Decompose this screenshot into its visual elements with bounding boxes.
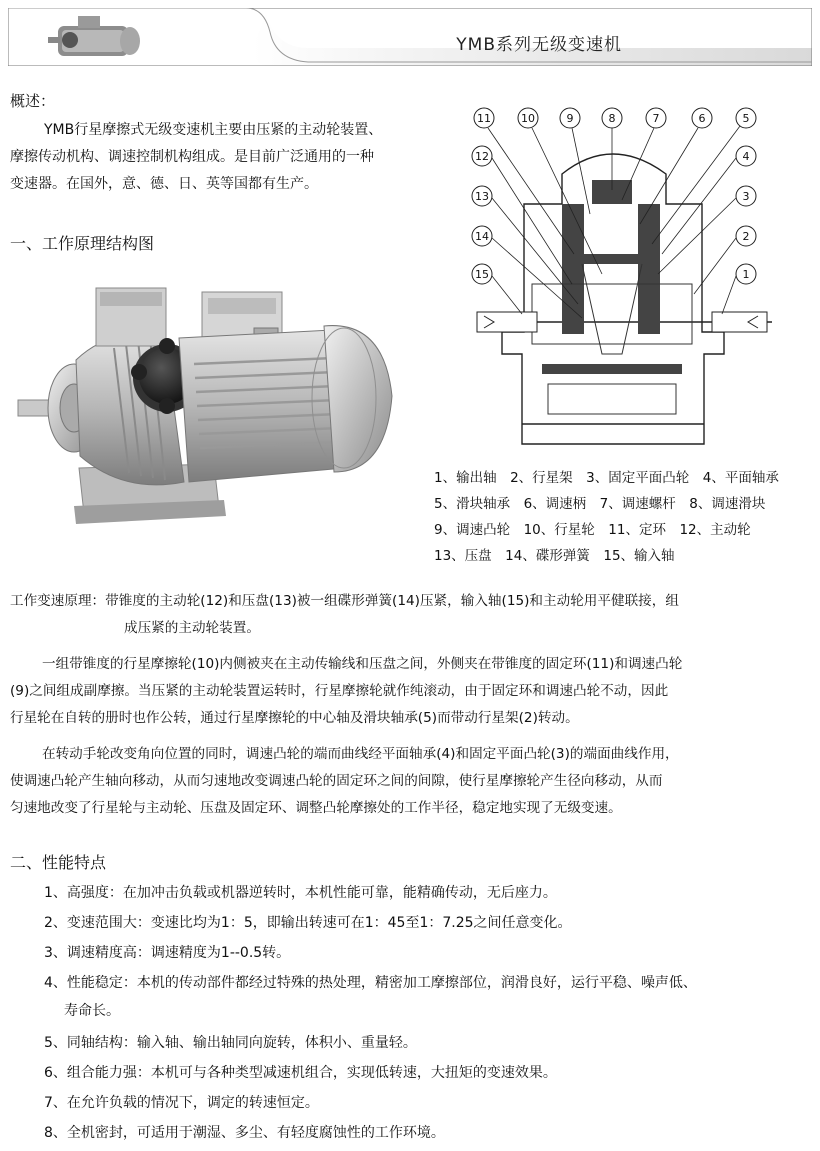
principle-line-2: 成压紧的主动轮装置。 xyxy=(124,620,260,636)
principle-para3-line-3: 匀速地改变了行星轮与主动轮、压盘及固定环、调整凸轮摩擦处的工作半径，稳定地实现了无级变速。 xyxy=(10,800,622,816)
legend-line-3: 9、调速凸轮 10、行星轮 11、定环 12、主动轮 xyxy=(434,522,751,538)
section2-heading: 二、性能特点 xyxy=(10,853,107,872)
legend-line-4: 13、压盘 14、碟形弹簧 15、输入轴 xyxy=(434,548,675,564)
principle-para3-line-2: 使调速凸轮产生轴向移动，从而匀速地改变调速凸轮的固定环之间的间隙，使行星摩擦轮产生径向移动，从而 xyxy=(10,773,663,789)
callout-10: 10 xyxy=(521,112,535,125)
callout-15: 15 xyxy=(475,268,489,281)
principle-para2-line-2: (9)之间组成副摩擦。当压紧的主动轮装置运转时，行星摩擦轮就作纯滚动，由于固定环和调速凸轮不动，因此 xyxy=(10,683,669,699)
callout-7: 7 xyxy=(652,112,660,125)
header-banner xyxy=(8,8,812,66)
principle-para2-line-1: 一组带锥度的行星摩擦轮(10)内侧被夹在主动传输线和压盘之间，外侧夹在带锥度的固定环(11)和调速凸轮 xyxy=(42,656,683,672)
overview-line-3: 变速器。在国外，意、德、日、英等国都有生产。 xyxy=(10,176,318,192)
callout-2: 2 xyxy=(742,230,750,243)
callout-1: 1 xyxy=(742,268,750,281)
section1-heading: 一、工作原理结构图 xyxy=(10,234,155,253)
feature-item-5: 5、同轴结构：输入轴、输出轴同向旋转，体积小、重量轻。 xyxy=(44,1035,417,1051)
callout-4: 4 xyxy=(742,150,750,163)
callout-14: 14 xyxy=(475,230,489,243)
principle-line-1: 工作变速原理：带锥度的主动轮(12)和压盘(13)被一组碟形弹簧(14)压紧，输入轴(15)和主动轮用平健联接，组 xyxy=(10,593,679,609)
callout-9: 9 xyxy=(566,112,574,125)
cross-section-diagram xyxy=(462,104,782,446)
feature-item-8: 8、全机密封，可适用于潮湿、多尘、有轻度腐蚀性的工作环境。 xyxy=(44,1125,445,1141)
feature-item-4: 4、性能稳定：本机的传动部件都经过特殊的热处理，精密加工摩擦部位，润滑良好，运行平稳、噪声低、 xyxy=(44,975,697,991)
callout-5: 5 xyxy=(742,112,750,125)
page-title: YMB系列无级变速机 xyxy=(456,35,622,55)
principle-para2-line-3: 行星轮在自转的册时也作公转，通过行星摩擦轮的中心轴及滑块轴承(5)而带动行星架(2)转动。 xyxy=(10,710,579,726)
feature-item-6: 6、组合能力强：本机可与各种类型减速机组合，实现低转速，大扭矩的变速效果。 xyxy=(44,1065,557,1081)
callout-12: 12 xyxy=(475,150,489,163)
feature-item-4-cont: 寿命长。 xyxy=(64,1003,120,1019)
feature-item-2: 2、变速范围大：变速比均为1：5，即输出转速可在1：45至1：7.25之间任意变化。 xyxy=(44,915,572,931)
overview-line-2: 摩擦传动机构、调速控制机构组成。是目前广泛通用的一种 xyxy=(10,149,374,165)
legend-line-2: 5、滑块轴承 6、调速柄 7、调速螺杆 8、调速滑块 xyxy=(434,496,766,512)
motor-photo xyxy=(14,268,414,540)
page-header xyxy=(8,8,812,66)
feature-item-3: 3、调速精度高：调速精度为1--0.5转。 xyxy=(44,945,291,961)
principle-para3-line-1: 在转动手轮改变角向位置的同时，调速凸轮的端而曲线经平面轴承(4)和固定平面凸轮(3)的端面曲线作用， xyxy=(42,746,679,762)
overview-heading: 概述： xyxy=(10,92,56,110)
feature-item-1: 1、高强度：在加冲击负载或机器逆转时，本机性能可靠，能精确传动，无后座力。 xyxy=(44,885,557,901)
callout-6: 6 xyxy=(698,112,706,125)
callout-3: 3 xyxy=(742,190,750,203)
callout-8: 8 xyxy=(608,112,616,125)
callout-11: 11 xyxy=(477,112,491,125)
legend-line-1: 1、输出轴 2、行星架 3、固定平面凸轮 4、平面轴承 xyxy=(434,470,779,486)
overview-line-1: YMB行星摩擦式无级变速机主要由压紧的主动轮装置、 xyxy=(44,122,383,138)
feature-item-7: 7、在允许负载的情况下，调定的转速恒定。 xyxy=(44,1095,319,1111)
callout-13: 13 xyxy=(475,190,489,203)
